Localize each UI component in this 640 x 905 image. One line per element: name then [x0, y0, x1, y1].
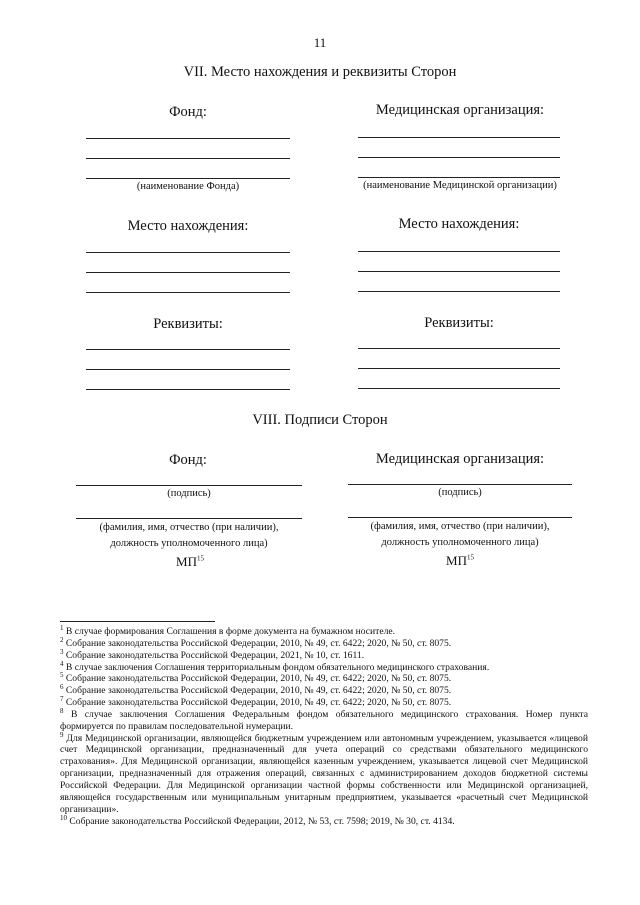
footnote-text: Собрание законодательства Российской Федерации, 2010, № 49, ст. 6422; 2020, № 50, ст. 8075.: [63, 637, 452, 649]
footnote-text: Собрание законодательства Российской Федерации, 2010, № 49, ст. 6422; 2020, № 50, ст. 8075.: [63, 697, 452, 709]
fund-stamp-footnote-ref[interactable]: 15: [196, 554, 204, 563]
footnote-number: 5: [60, 671, 64, 680]
footnotes: [60, 623, 588, 827]
medical-org-details-heading: Реквизиты:: [424, 315, 494, 331]
medical-org-name-line-1[interactable]: [358, 137, 560, 138]
footnote-number: 4: [60, 659, 64, 668]
footnote-text: Для Медицинской организации, являющейся бюджетным учреждением или автономным учреждением, указывается «лицевой счет Медицинской организации, предназначенный для учета операций со средствами обязательного медицинского страхования». Для Медицинской организации, являющейся казенным учреждением, указывается лицевой счет Медицинской организации, предназначенный для отражения операций, связанных с администрированием доходов бюджетной системы Российской Федерации. Для Медицинской организации частной формы собственности или Медицинской организацией, являющейся государственным или муниципальным унитарным предприятием, указывается «расчетный счет Медицинской организации».: [60, 732, 588, 815]
medical-org-stamp-label: МП: [446, 553, 467, 568]
medical-org-name-line-3[interactable]: [358, 177, 560, 178]
page-number: 11: [313, 35, 327, 50]
fund-signatory-name-line[interactable]: [76, 518, 302, 519]
footnote-text: Собрание законодательства Российской Федерации, 2010, № 49, ст. 6422; 2020, № 50, ст. 8075.: [63, 673, 452, 685]
footnote-number: 8: [60, 706, 64, 715]
medical-org-location-line-2[interactable]: [358, 271, 560, 272]
medical-org-name-caption: (наименование Медицинской организации): [363, 180, 557, 191]
signature-medical-org-heading: Медицинская организация:: [375, 451, 545, 467]
footnote-text: В случае заключения Соглашения Федеральным фондом обязательного медицинского страхования. Номер пункта формируется по правилам последовательной нумерации.: [60, 708, 588, 732]
medical-org-signatory-name-caption-2: должность уполномоченного лица): [381, 537, 539, 548]
footnote-number: 1: [60, 623, 64, 632]
medical-org-signature-line[interactable]: [348, 484, 572, 485]
footnote-9: [60, 730, 588, 816]
fund-location-line-2[interactable]: [86, 272, 290, 273]
medical-org-signatory-name-caption-1: (фамилия, имя, отчество (при наличии),: [370, 521, 550, 532]
footnote-8: [60, 706, 588, 733]
medical-org-details-line-1[interactable]: [358, 348, 560, 349]
medical-org-details-line-3[interactable]: [358, 388, 560, 389]
fund-location-line-3[interactable]: [86, 292, 290, 293]
footnote-3: [60, 647, 588, 662]
medical-org-stamp-footnote-ref[interactable]: 15: [466, 553, 474, 562]
footnote-number: 3: [60, 647, 64, 656]
fund-name-line-1[interactable]: [86, 138, 290, 139]
footnote-7: [60, 694, 588, 709]
fund-name-caption: (наименование Фонда): [136, 181, 240, 192]
fund-stamp-label: МП: [176, 554, 197, 569]
fund-location-line-1[interactable]: [86, 252, 290, 253]
medical-org-location-line-3[interactable]: [358, 291, 560, 292]
footnote-number: 2: [60, 635, 64, 644]
fund-details-line-1[interactable]: [86, 349, 290, 350]
footnote-10: [60, 813, 588, 828]
footnote-5: [60, 673, 588, 685]
fund-signatory-name-caption-1: (фамилия, имя, отчество (при наличии),: [99, 522, 279, 533]
fund-name-line-3[interactable]: [86, 178, 290, 179]
signature-fund-heading: Фонд:: [169, 452, 207, 468]
medical-org-heading: Медицинская организация:: [375, 102, 545, 118]
fund-heading: Фонд:: [169, 104, 207, 120]
footnote-text: В случае заключения Соглашения территориальным фондом обязательного медицинского страхования.: [63, 661, 490, 673]
section-7-title: VII. Место нахождения и реквизиты Сторон: [183, 64, 457, 80]
medical-org-location-line-1[interactable]: [358, 251, 560, 252]
footnote-1: [60, 623, 588, 638]
footnote-text: Собрание законодательства Российской Федерации, 2012, № 53, ст. 7598; 2019, № 30, ст. 4134.: [67, 815, 455, 827]
footnote-separator: [60, 621, 215, 622]
footnote-text: Собрание законодательства Российской Федерации, 2010, № 49, ст. 6422; 2020, № 50, ст. 8075.: [63, 685, 452, 697]
medical-org-signature-caption: (подпись): [438, 487, 482, 498]
fund-stamp-placeholder: [140, 554, 240, 570]
footnote-text: Собрание законодательства Российской Федерации, 2021, № 10, ст. 1611.: [63, 649, 365, 661]
footnote-2: [60, 635, 588, 650]
footnote-text: В случае формирования Соглашения в форме документа на бумажном носителе.: [63, 626, 396, 637]
footnote-6: [60, 685, 588, 697]
fund-details-line-2[interactable]: [86, 369, 290, 370]
fund-details-heading: Реквизиты:: [153, 316, 223, 332]
footnote-number: 9: [60, 730, 64, 739]
fund-signatory-name-caption-2: должность уполномоченного лица): [110, 538, 268, 549]
fund-name-line-2[interactable]: [86, 158, 290, 159]
footnote-number: 6: [60, 683, 64, 692]
fund-signature-caption: (подпись): [167, 488, 211, 499]
fund-signature-line[interactable]: [76, 485, 302, 486]
footnote-number: 7: [60, 694, 64, 703]
medical-org-location-heading: Место нахождения:: [398, 216, 520, 232]
fund-details-line-3[interactable]: [86, 389, 290, 390]
footnote-4: [60, 659, 588, 674]
footnote-number: 10: [60, 813, 67, 822]
medical-org-details-line-2[interactable]: [358, 368, 560, 369]
medical-org-name-line-2[interactable]: [358, 157, 560, 158]
medical-org-stamp-placeholder: [410, 553, 510, 569]
section-8-title: VIII. Подписи Сторон: [252, 412, 388, 428]
fund-location-heading: Место нахождения:: [127, 218, 249, 234]
medical-org-signatory-name-line[interactable]: [348, 517, 572, 518]
